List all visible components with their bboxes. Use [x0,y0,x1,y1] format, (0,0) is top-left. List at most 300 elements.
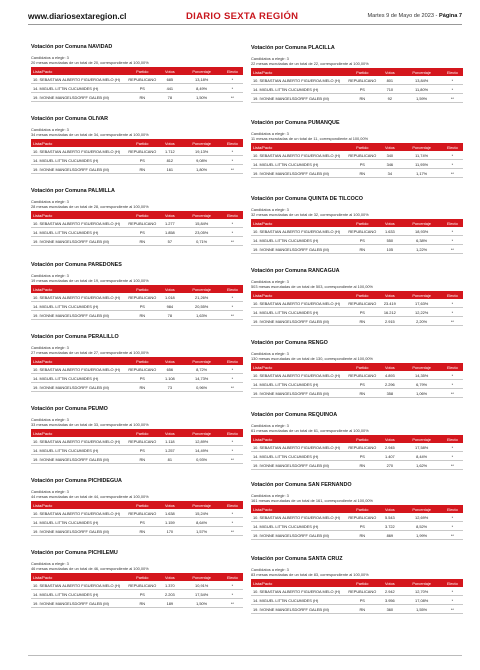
tables-counted: 27 mesas escrutadas de un total de 27, correspondiente al 100,00% [31,350,149,355]
table-row [251,605,463,614]
percent: 15,24% [195,510,209,516]
elected-mark: * [231,148,234,154]
votes: 1.638 [164,510,175,516]
table-row [251,169,463,178]
party: RN [139,94,146,100]
candidate-name: 14. MIGUEL LITTIN CUCUMIDES (H) [253,597,319,603]
percent: 0,71% [196,238,208,244]
candidates-to-elect: Candidatos a elegir: 3 [251,493,289,498]
results-block-santa-cruz [251,556,463,614]
results-table [31,357,243,392]
percent: 12,70% [415,588,429,594]
col-percent: Porcentaje [412,506,431,512]
results-block-peralillo [31,334,243,392]
candidate-name: 10. SEBASTIAN ALBERTO FIGUEROA MELO (H) [253,372,340,378]
candidate-name: 19. IVONNE MANGELSDORFF GALEB (M) [253,95,329,101]
tables-counted: 32 mesas escrutadas de un total de 32, correspondiente al 100,00% [251,212,369,217]
percent: 1,99% [416,532,428,538]
results-table [31,429,243,464]
percent: 1,22% [416,246,428,252]
tables-counted: 19 mesas escrutadas de un total de 19, correspondiente al 100,00% [31,278,149,283]
percent: 19,13% [195,148,209,154]
date-text: Martes 9 de Mayo de 2023 - [367,13,438,19]
results-block-pumanque [251,120,463,178]
party: RN [139,384,146,390]
col-percent: Porcentaje [192,212,211,218]
party: REPUBLICANO [128,366,157,372]
percent: 20,55% [195,303,209,309]
candidates-to-elect: Candidatos a elegir: 3 [31,561,69,566]
percent: 1,06% [416,390,428,396]
table-row [31,311,243,320]
candidate-name: 19. IVONNE MANGELSDORFF GALEB (M) [33,528,109,534]
elected-mark: * [451,597,454,603]
results-table [31,67,243,102]
candidates-to-elect: Candidatos a elegir: 3 [31,345,69,350]
block-title: Votación por Comuna PEUMO [31,406,108,412]
party: RN [139,238,146,244]
col-percent: Porcentaje [412,580,431,586]
results-table [251,68,463,103]
candidates-to-elect: Candidatos a elegir: 3 [31,417,69,422]
table-row [31,518,243,527]
col-elected: Electo [226,286,238,292]
candidate-name: 19. IVONNE MANGELSDORFF GALEB (M) [33,94,109,100]
tables-counted: 11 mesas escrutadas de un total de 11, correspondiente al 100,00% [251,136,369,141]
percent: 12,69% [415,514,429,520]
table-header [251,435,463,443]
col-party: Partido [356,144,369,150]
table-row [31,237,243,246]
party: PS [359,309,365,315]
elected-mark: ** [230,384,234,390]
col-percent: Porcentaje [412,292,431,298]
table-row [251,317,463,326]
candidate-name: 10. SEBASTIAN ALBERTO FIGUEROA MELO (H) [33,510,120,516]
results-block-pichidegua [31,478,243,536]
votes: 801 [386,77,394,83]
percent: 1,62% [416,462,428,468]
party: PS [139,303,145,309]
elected-mark: * [451,152,454,158]
table-row [251,380,463,389]
col-percent: Porcentaje [192,358,211,364]
table-row [251,236,463,245]
party: PS [139,85,145,91]
col-elected: Electo [226,574,238,580]
votes: 1.633 [384,228,395,234]
party: REPUBLICANO [128,148,157,154]
col-list: Lista/Pacto [253,364,273,370]
votes: 358 [386,390,394,396]
block-title: Votación por Comuna RANCAGUA [251,268,340,274]
results-block-requinoa [251,412,463,470]
votes: 2.915 [384,318,395,324]
percent: 1,17% [416,170,428,176]
table-row [31,374,243,383]
col-percent: Porcentaje [412,69,431,75]
elected-mark: * [451,86,454,92]
percent: 1,59% [416,95,428,101]
block-title: Votación por Comuna SAN FERNANDO [251,482,352,488]
candidates-to-elect: Candidatos a elegir: 3 [251,567,289,572]
elected-mark: * [451,523,454,529]
table-row [251,596,463,605]
tables-counted: 34 mesas escrutadas de un total de 34, correspondiente al 100,00% [31,132,149,137]
block-title: Votación por Comuna PUMANQUE [251,120,340,126]
party: REPUBLICANO [128,76,157,82]
candidate-name: 14. MIGUEL LITTIN CUCUMIDES (H) [33,85,99,91]
party: REPUBLICANO [348,77,377,83]
candidate-name: 14. MIGUEL LITTIN CUCUMIDES (H) [33,229,99,235]
votes: 81 [167,456,172,462]
table-header [31,285,243,293]
elected-mark: ** [450,95,454,101]
col-list: Lista/Pacto [33,286,53,292]
percent: 11,74% [415,152,429,158]
table-row [31,527,243,536]
votes: 16.212 [383,309,396,315]
elected-mark: * [231,519,234,525]
newspaper-title: DIARIO SEXTA REGIÓN [186,11,299,22]
table-header [251,363,463,371]
votes: 78 [167,312,172,318]
candidate-name: 19. IVONNE MANGELSDORFF GALEB (M) [33,600,109,606]
col-list: Lista/Pacto [253,506,273,512]
table-header [251,219,463,227]
block-title: Votación por Comuna QUINTA DE TILCOCO [251,196,363,202]
percent: 1,50% [196,94,208,100]
candidate-name: 14. MIGUEL LITTIN CUCUMIDES (H) [33,303,99,309]
candidate-name: 14. MIGUEL LITTIN CUCUMIDES (H) [33,591,99,597]
table-row [31,93,243,102]
candidate-name: 19. IVONNE MANGELSDORFF GALEB (M) [253,606,329,612]
party: REPUBLICANO [348,588,377,594]
results-block-san-fernando [251,482,463,540]
votes: 685 [166,76,174,82]
elected-mark: ** [230,528,234,534]
results-block-olivar [31,116,243,174]
elected-mark: ** [450,462,454,468]
col-list: Lista/Pacto [253,69,273,75]
table-row [31,437,243,446]
percent: 12,89% [195,438,209,444]
candidate-name: 19. IVONNE MANGELSDORFF GALEB (M) [33,456,109,462]
col-party: Partido [356,506,369,512]
elected-mark: * [451,309,454,315]
party: PS [359,237,365,243]
candidate-name: 19. IVONNE MANGELSDORFF GALEB (M) [253,532,329,538]
results-table [251,291,463,326]
col-list: Lista/Pacto [33,430,53,436]
votes: 1.277 [164,220,175,226]
table-header [251,68,463,76]
percent: 13,84% [415,77,429,83]
candidate-name: 19. IVONNE MANGELSDORFF GALEB (M) [253,246,329,252]
table-row [251,461,463,470]
party: PS [139,157,145,163]
col-votes: Votos [164,430,175,436]
candidates-to-elect: Candidatos a elegir: 3 [31,199,69,204]
candidate-name: 19. IVONNE MANGELSDORFF GALEB (M) [33,312,109,318]
results-block-placilla [251,45,463,103]
col-party: Partido [356,364,369,370]
table-row [31,165,243,174]
col-elected: Electo [226,502,238,508]
percent: 14,73% [195,375,209,381]
results-table [31,501,243,536]
elected-mark: * [231,303,234,309]
candidates-to-elect: Candidatos a elegir: 3 [251,279,289,284]
candidate-name: 10. SEBASTIAN ALBERTO FIGUEROA MELO (H) [253,588,340,594]
results-block-palmilla [31,188,243,246]
percent: 1,50% [196,600,208,606]
results-table [251,435,463,470]
col-list: Lista/Pacto [33,212,53,218]
results-block-paredones [31,262,243,320]
party: RN [359,606,366,612]
candidate-name: 10. SEBASTIAN ALBERTO FIGUEROA MELO (H) [253,514,340,520]
elected-mark: * [451,588,454,594]
party: PS [139,519,145,525]
col-elected: Electo [446,220,458,226]
col-percent: Porcentaje [412,436,431,442]
votes: 2.945 [384,444,395,450]
elected-mark: * [231,85,234,91]
results-table [251,219,463,254]
elected-mark: ** [450,318,454,324]
elected-mark: ** [230,600,234,606]
results-block-peumo [31,406,243,464]
table-row [251,513,463,522]
elected-mark: * [231,294,234,300]
votes: 73 [167,384,172,390]
percent: 8,49% [196,85,208,91]
candidate-name: 10. SEBASTIAN ALBERTO FIGUEROA MELO (H) [253,300,340,306]
candidate-name: 14. MIGUEL LITTIN CUCUMIDES (H) [253,237,319,243]
percent: 0,93% [196,456,208,462]
elected-mark: ** [450,390,454,396]
party: RN [359,532,366,538]
votes: 2.296 [384,381,395,387]
col-party: Partido [136,502,149,508]
party: PS [359,453,365,459]
table-row [251,227,463,236]
col-list: Lista/Pacto [33,502,53,508]
footer-divider [28,655,462,656]
col-elected: Electo [226,212,238,218]
col-elected: Electo [226,430,238,436]
tables-counted: 46 mesas escrutadas de un total de 46, correspondiente al 100,00% [31,566,149,571]
percent: 13,18% [195,76,209,82]
percent: 14,35% [415,372,429,378]
col-elected: Electo [446,506,458,512]
votes: 161 [166,166,174,172]
votes: 92 [387,95,392,101]
col-votes: Votos [164,502,175,508]
party: REPUBLICANO [128,294,157,300]
table-row [251,94,463,103]
table-row [251,151,463,160]
votes: 1.407 [384,453,395,459]
elected-mark: * [231,220,234,226]
percent: 1,55% [416,606,428,612]
table-header [251,291,463,299]
percent: 6,38% [416,237,428,243]
votes: 170 [166,528,174,534]
col-votes: Votos [164,358,175,364]
table-row [31,446,243,455]
results-block-pichilemu [31,550,243,608]
block-title: Votación por Comuna PALMILLA [31,188,115,194]
elected-mark: ** [230,238,234,244]
votes: 270 [386,462,394,468]
votes: 5.543 [384,514,395,520]
table-row [31,383,243,392]
col-list: Lista/Pacto [33,574,53,580]
table-row [31,84,243,93]
block-title: Votación por Comuna RENGO [251,340,328,346]
candidate-name: 10. SEBASTIAN ALBERTO FIGUEROA MELO (H) [33,582,120,588]
elected-mark: * [231,76,234,82]
col-elected: Electo [446,580,458,586]
table-row [31,581,243,590]
candidates-to-elect: Candidatos a elegir: 3 [251,131,289,136]
block-title: Votación por Comuna PICHILEMU [31,550,118,556]
elected-mark: ** [450,532,454,538]
col-party: Partido [136,140,149,146]
col-party: Partido [136,358,149,364]
votes: 360 [386,606,394,612]
col-votes: Votos [164,286,175,292]
candidate-name: 10. SEBASTIAN ALBERTO FIGUEROA MELO (H) [33,438,120,444]
percent: 12,22% [415,309,429,315]
col-votes: Votos [164,68,175,74]
col-elected: Electo [446,144,458,150]
table-row [251,452,463,461]
table-row [31,228,243,237]
votes: 57 [167,238,172,244]
results-table [251,505,463,540]
elected-mark: ** [230,166,234,172]
table-header [31,429,243,437]
party: PS [139,591,145,597]
party: RN [359,95,366,101]
col-percent: Porcentaje [412,364,431,370]
candidate-name: 14. MIGUEL LITTIN CUCUMIDES (H) [253,381,319,387]
table-row [251,389,463,398]
col-elected: Electo [226,68,238,74]
elected-mark: * [231,582,234,588]
results-table [251,143,463,178]
tables-counted: 20 mesas escrutadas de un total de 20, correspondiente al 100,00% [31,60,149,65]
table-row [251,85,463,94]
elected-mark: ** [450,606,454,612]
percent: 11,95% [415,161,429,167]
elected-mark: * [451,237,454,243]
tables-counted: 83 mesas escrutadas de un total de 83, correspondiente al 100,00% [251,572,369,577]
table-header [31,573,243,581]
candidates-to-elect: Candidatos a elegir: 3 [251,351,289,356]
party: PS [359,381,365,387]
col-party: Partido [356,436,369,442]
col-party: Partido [356,580,369,586]
candidate-name: 10. SEBASTIAN ALBERTO FIGUEROA MELO (H) [253,228,340,234]
col-elected: Electo [446,69,458,75]
party: RN [139,312,146,318]
table-row [31,147,243,156]
col-percent: Porcentaje [192,430,211,436]
percent: 17,63% [415,300,429,306]
party: REPUBLICANO [128,582,157,588]
candidate-name: 19. IVONNE MANGELSDORFF GALEB (M) [33,166,109,172]
table-row [31,509,243,518]
votes: 1.018 [164,294,175,300]
votes: 346 [386,161,394,167]
col-percent: Porcentaje [412,144,431,150]
col-percent: Porcentaje [192,286,211,292]
table-row [251,160,463,169]
percent: 15,84% [195,220,209,226]
votes: 869 [386,532,394,538]
elected-mark: * [451,372,454,378]
candidate-name: 19. IVONNE MANGELSDORFF GALEB (M) [253,390,329,396]
candidate-name: 14. MIGUEL LITTIN CUCUMIDES (H) [253,453,319,459]
col-party: Partido [136,430,149,436]
votes: 1.257 [164,447,175,453]
tables-counted: 33 mesas escrutadas de un total de 33, correspondiente al 100,00% [31,422,149,427]
results-table [251,363,463,398]
col-votes: Votos [384,506,395,512]
votes: 710 [386,86,394,92]
party: RN [139,528,146,534]
elected-mark: * [231,375,234,381]
party: RN [359,462,366,468]
elected-mark: ** [450,246,454,252]
votes: 1.712 [164,148,175,154]
candidates-to-elect: Candidatos a elegir: 3 [31,55,69,60]
party: PS [139,375,145,381]
elected-mark: * [451,300,454,306]
col-percent: Porcentaje [192,574,211,580]
percent: 0,96% [196,384,208,390]
votes: 4.893 [384,372,395,378]
col-party: Partido [136,574,149,580]
results-block-rengo [251,340,463,398]
votes: 1.118 [165,438,175,444]
elected-mark: ** [230,312,234,318]
candidate-name: 14. MIGUEL LITTIN CUCUMIDES (H) [33,519,99,525]
elected-mark: * [231,229,234,235]
elected-mark: * [231,510,234,516]
col-votes: Votos [384,292,395,298]
votes: 2.942 [384,588,395,594]
table-header [31,67,243,75]
percent: 10,91% [195,582,209,588]
party: PS [139,447,145,453]
col-votes: Votos [384,436,395,442]
block-title: Votación por Comuna SANTA CRUZ [251,556,343,562]
votes: 340 [386,152,394,158]
col-list: Lista/Pacto [253,436,273,442]
votes: 1.159 [164,519,175,525]
col-votes: Votos [384,580,395,586]
votes: 1.858 [164,229,175,235]
block-title: Votación por Comuna REQUINOA [251,412,338,418]
col-votes: Votos [384,144,395,150]
block-title: Votación por Comuna NAVIDAD [31,44,113,50]
col-list: Lista/Pacto [253,220,273,226]
